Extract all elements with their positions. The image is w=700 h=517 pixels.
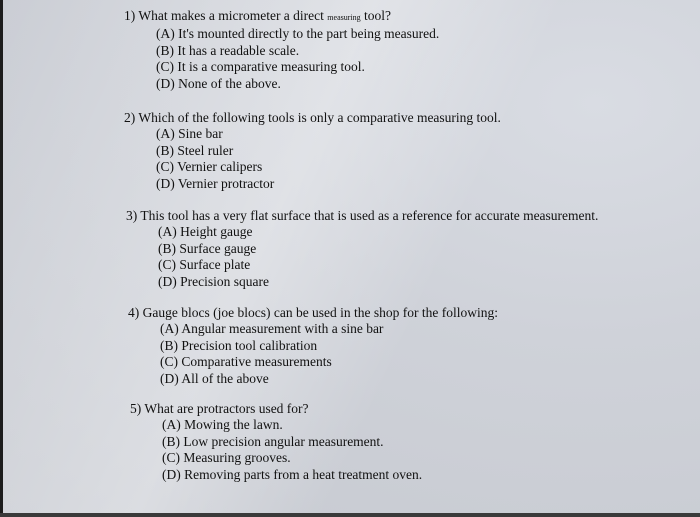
question-3-option-c: (C) Surface plate (158, 257, 251, 273)
question-3-option-a: (A) Height gauge (158, 224, 253, 240)
question-5-option-a: (A) Mowing the lawn. (162, 417, 283, 433)
page-bottom-edge (0, 513, 700, 517)
question-2-option-b: (B) Steel ruler (156, 142, 234, 158)
question-2-option-a: (A) Sine bar (156, 126, 223, 142)
question-5-stem: 5) What are protractors used for? (130, 401, 309, 416)
question-5-options (162, 417, 422, 483)
question-1-stem-start: 1) What makes a micrometer a direct (124, 8, 324, 23)
question-4-option-a: (A) Angular measurement with a sine bar (160, 321, 384, 337)
question-4-option-d: (D) All of the above (160, 370, 269, 386)
question-3-options (158, 224, 598, 290)
question-4 (128, 305, 498, 387)
question-1-option-c: (C) It is a comparative measuring tool. (156, 59, 365, 75)
question-1-stem (124, 8, 439, 26)
question-1 (124, 8, 439, 92)
question-3-option-b: (B) Surface gauge (158, 240, 257, 256)
question-5 (130, 401, 422, 483)
question-3-option-d: (D) Precision square (158, 273, 269, 289)
question-4-option-b: (B) Precision tool calibration (160, 337, 318, 353)
question-1-options (156, 26, 439, 92)
question-1-option-a: (A) It's mounted directly to the part being measured. (156, 26, 440, 42)
question-4-stem: 4) Gauge blocs (joe blocs) can be used in the shop for the following: (128, 305, 499, 320)
question-2-option-c: (C) Vernier calipers (156, 159, 263, 175)
question-2 (124, 110, 501, 192)
question-5-option-c: (C) Measuring grooves. (162, 450, 291, 466)
question-1-stem-end: tool? (364, 8, 391, 23)
question-1-option-b: (B) It has a readable scale. (156, 42, 300, 58)
question-3-stem: 3) This tool has a very flat surface that is used as a reference for accurate measurement. (126, 208, 599, 223)
question-5-option-d: (D) Removing parts from a heat treatment oven. (162, 466, 423, 482)
question-4-option-c: (C) Comparative measurements (160, 354, 332, 370)
question-1-stem-small-word: measuring (327, 13, 361, 22)
page-left-edge (0, 0, 3, 517)
question-4-options (160, 321, 498, 387)
question-1-option-d: (D) None of the above. (156, 75, 281, 91)
question-5-option-b: (B) Low precision angular measurement. (162, 433, 384, 449)
question-2-option-d: (D) Vernier protractor (156, 175, 275, 191)
question-2-options (156, 126, 501, 192)
question-2-stem: 2) Which of the following tools is only a comparative measuring tool. (124, 110, 501, 125)
question-3 (126, 208, 598, 290)
